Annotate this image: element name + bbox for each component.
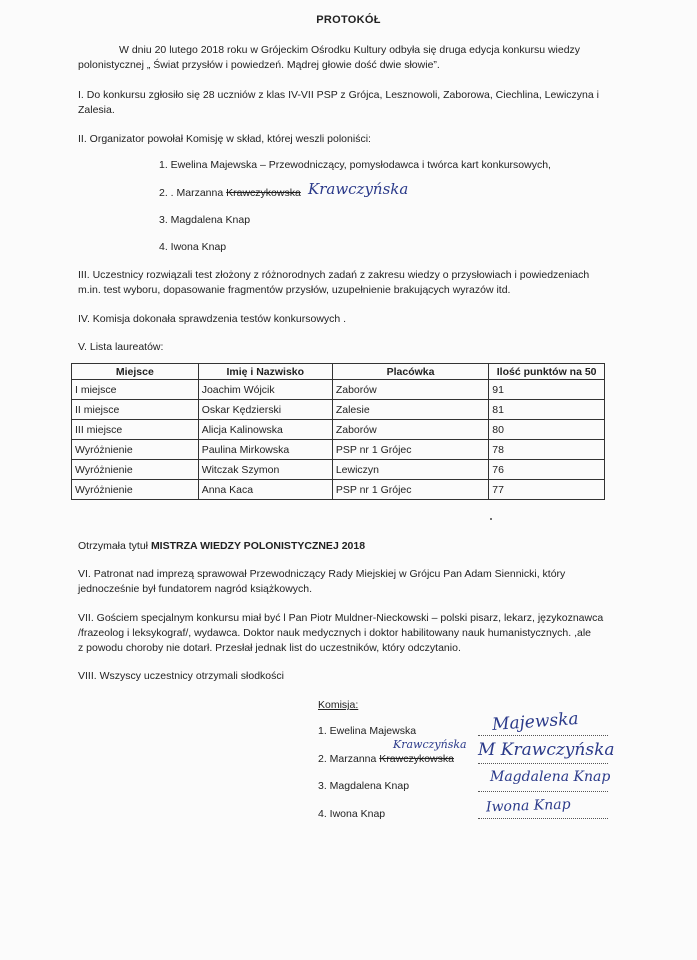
master-title-prefix: Otrzymała tytuł [78, 540, 149, 552]
laureates-table [71, 363, 605, 500]
intro-line-2: polonistycznej „ Świat przysłów i powiedzeń. Mądrej głowie dość dwie słowie”. [78, 59, 440, 71]
cell-name: Alicja Kalinowska [198, 420, 332, 440]
section-2-heading: II. Organizator powołał Komisję w skład, której weszli poloniści: [78, 133, 371, 145]
cell-school: Zaborów [332, 380, 488, 400]
cell-place: II miejsce [72, 400, 199, 420]
intro-line-1: W dniu 20 lutego 2018 roku w Grójeckim Ośrodku Kultury odbyła się druga edycja konkursu wiedzy [119, 44, 581, 56]
commission-heading: Komisja: [318, 699, 359, 711]
signer-2-prefix: 2. Marzanna [318, 753, 377, 765]
section-5-heading: V. Lista laureatów: [78, 341, 164, 353]
header-school: Placówka [332, 364, 488, 380]
section-7-line-1: VII. Gościem specjalnym konkursu miał być l Pan Piotr Muldner-Nieckowski – polski pisarz, lekarz, językoznawca [78, 612, 604, 624]
member-2-handwritten-correction: Krawczyńska [308, 180, 409, 198]
cell-place: Wyróżnienie [72, 440, 199, 460]
member-2-prefix: 2. . Marzanna [159, 187, 224, 199]
cell-school: PSP nr 1 Grójec [332, 480, 488, 500]
cell-points: 77 [489, 480, 605, 500]
section-3-line-2: m.in. test wyboru, dopasowanie fragmentów przysłów, uzupełnienie brakujących wyrazów itd. [78, 284, 511, 296]
section-1-line-2: Zalesia. [78, 104, 115, 116]
commission-member-2 [159, 186, 301, 200]
cell-points: 78 [489, 440, 605, 460]
commission-member-4: 4. Iwona Knap [159, 241, 227, 253]
header-place: Miejsce [72, 364, 199, 380]
cell-school: Zalesie [332, 400, 488, 420]
cell-name: Paulina Mirkowska [198, 440, 332, 460]
signature-2: M Krawczyńska [478, 740, 615, 760]
commission-signer-4: 4. Iwona Knap [318, 808, 386, 820]
table-row [72, 420, 605, 440]
header-name: Imię i Nazwisko [198, 364, 332, 380]
cell-points: 76 [489, 460, 605, 480]
document-title: PROTOKÓŁ [316, 14, 381, 26]
member-2-struck-name: Krawczykowska [226, 187, 301, 199]
section-6-line-1: VI. Patronat nad imprezą sprawował Przewodniczący Rady Miejskiej w Grójcu Pan Adam Siennicki, który [78, 568, 566, 580]
signature-line-2 [478, 763, 608, 764]
signature-3: Magdalena Knap [490, 769, 611, 785]
section-6-line-2: jednocześnie był fundatorem nagród książkowych. [78, 583, 313, 595]
cell-place: III miejsce [72, 420, 199, 440]
table-header-row [72, 364, 605, 380]
cell-school: PSP nr 1 Grójec [332, 440, 488, 460]
cell-name: Anna Kaca [198, 480, 332, 500]
table-row [72, 440, 605, 460]
commission-signer-3: 3. Magdalena Knap [318, 780, 410, 792]
section-8: VIII. Wszyscy uczestnicy otrzymali słodkości [78, 670, 284, 682]
cell-points: 91 [489, 380, 605, 400]
section-7-line-3: z powodu choroby nie dotarł. Przesłał jednak list do uczestników, który odczytanio. [78, 642, 461, 654]
table-row [72, 380, 605, 400]
cell-school: Lewiczyn [332, 460, 488, 480]
commission-member-1: 1. Ewelina Majewska – Przewodniczący, pomysłodawca i twórca kart konkursowych, [159, 159, 551, 171]
cell-place: Wyróżnienie [72, 460, 199, 480]
signature-line-3 [478, 791, 608, 792]
section-3-line-1: III. Uczestnicy rozwiązali test złożony z różnorodnych zadań z zakresu wiedzy o przysłowiach i powiedzeniach [78, 269, 590, 281]
cell-name: Joachim Wójcik [198, 380, 332, 400]
master-title-bold: MISTRZA WIEDZY POLONISTYCZNEJ 2018 [150, 540, 366, 552]
signature-line-1 [478, 735, 608, 736]
table-row [72, 460, 605, 480]
header-points: Ilość punktów na 50 [489, 364, 605, 380]
cell-points: 80 [489, 420, 605, 440]
signer-2-struck-name: Krawczykowska [379, 753, 454, 765]
commission-signer-2 [318, 752, 454, 766]
section-7-line-2: /frazeolog i leksykograf/, wydawca. Doktor nauk medycznych i doktor habilitowany nauk humanistycznych. ,ale [78, 627, 591, 639]
section-4: IV. Komisja dokonała sprawdzenia testów konkursowych . [78, 313, 347, 325]
cell-place: Wyróżnienie [72, 480, 199, 500]
commission-signer-1: 1. Ewelina Majewska [318, 725, 417, 737]
signature-line-4 [478, 818, 608, 819]
master-title-line [78, 539, 365, 553]
section-1-line-1: I. Do konkursu zgłosiło się 28 uczniów z klas IV-VII PSP z Grójca, Lesznowoli, Zaborowa, Ciechlina, Lewiczyna i [78, 89, 599, 101]
cell-name: Oskar Kędzierski [198, 400, 332, 420]
cell-points: 81 [489, 400, 605, 420]
signature-4: Iwona Knap [485, 796, 571, 816]
cell-place: I miejsce [72, 380, 199, 400]
table-row [72, 480, 605, 500]
signer-2-handwritten-correction: Krawczyńska [393, 738, 467, 751]
table-row [72, 400, 605, 420]
signature-1: Majewska [491, 709, 580, 735]
cell-name: Witczak Szymon [198, 460, 332, 480]
stray-mark [490, 518, 492, 520]
cell-school: Zaborów [332, 420, 488, 440]
commission-member-3: 3. Magdalena Knap [159, 214, 251, 226]
